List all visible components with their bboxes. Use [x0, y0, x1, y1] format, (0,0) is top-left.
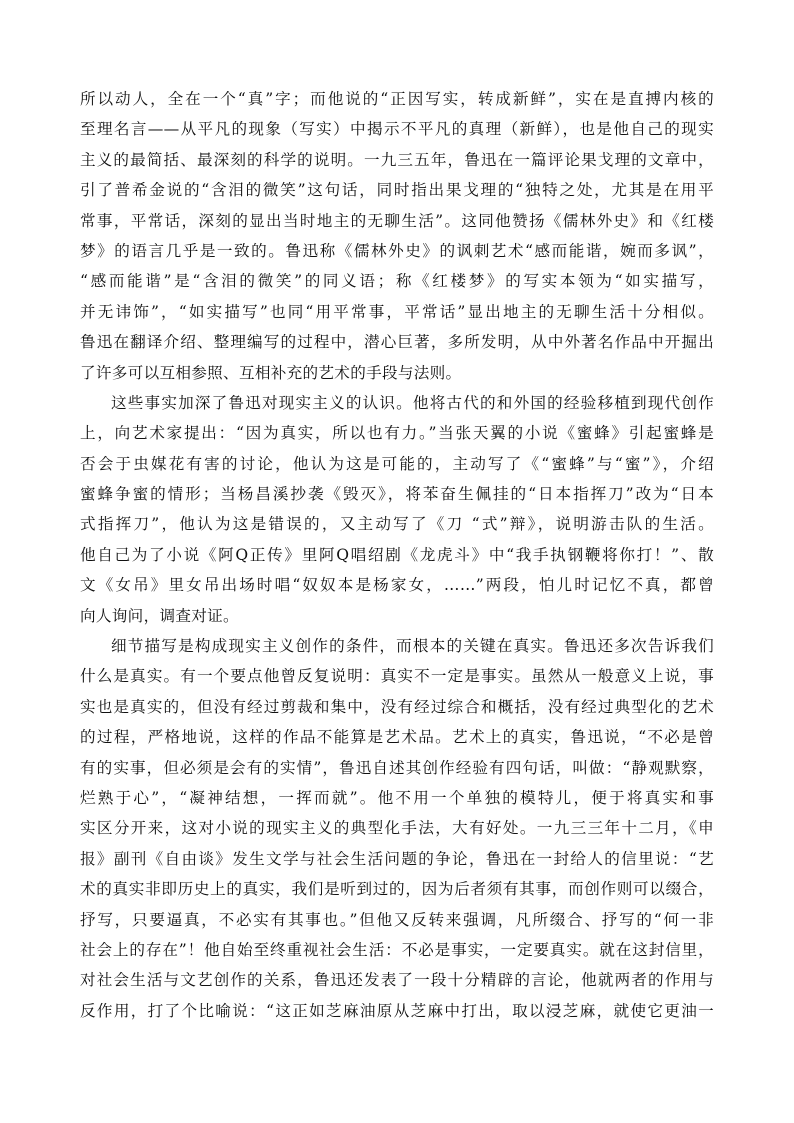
text-line: 报》副刊《自由谈》发生文学与社会生活问题的争论，鲁迅在一封给人的信里说：“艺	[80, 849, 714, 868]
text-line: 主义的最简括、最深刻的科学的说明。一九三五年，鲁迅在一篇评论果戈理的文章中，	[80, 150, 714, 169]
text-line: 烂熟于心”，“凝神结想，一挥而就”。他不用一个单独的模特儿，便于将真实和事	[80, 788, 714, 807]
text-line: 所以动人，全在一个“真”字；而他说的“正因写实，转成新鲜”，实在是直搏内核的	[80, 90, 714, 108]
text-line: 什么是真实。有一个要点他曾反复说明：真实不一定是事实。虽然从一般意义上说，事	[80, 667, 714, 686]
text-line: 术的真实非即历史上的真实，我们是听到过的，因为后者须有其事，而创作则可以缀合，	[80, 880, 714, 899]
text-line: 实也是真实的，但没有经过剪裁和集中，没有经过综合和概括，没有经过典型化的艺术	[80, 697, 714, 716]
text-line: 细节描写是构成现实主义创作的条件，而根本的关键在真实。鲁迅还多次告诉我们	[111, 637, 714, 656]
paragraph-1	[80, 84, 714, 388]
text-line: 有的实事，但必须是会有的实情”，鲁迅自述其创作经验有四句话，叫做：“静观默察，	[80, 758, 714, 777]
paragraph-2	[80, 388, 714, 631]
text-line: 这些事实加深了鲁迅对现实主义的认识。他将古代的和外国的经验移植到现代创作	[111, 393, 714, 412]
text-line: 鲁迅在翻译介绍、整理编写的过程中，潜心巨著，多所发明，从中外著名作品中开掘出	[80, 333, 714, 352]
text-line: 式指挥刀”，他认为这是错误的，又主动写了《刀 “式”辩》，说明游击队的生活。	[80, 515, 714, 534]
text-line: 抒写，只要逼真，不必实有其事也。”但他又反转来强调，凡所缀合、抒写的“何一非	[80, 910, 714, 929]
text-line: 社会上的存在”！他自始至终重视社会生活：不必是事实，一定要真实。就在这封信里，	[80, 940, 714, 959]
text-line: 至理名言——从平凡的现象（写实）中揭示不平凡的真理（新鲜），也是他自己的现实	[80, 120, 714, 139]
text-line: 向人询问，调查对证。	[80, 606, 239, 625]
text-line: 反作用，打了个比喻说：“这正如芝麻油原从芝麻中打出，取以浸芝麻，就使它更油一	[80, 1001, 714, 1020]
text-line: 对社会生活与文艺创作的关系，鲁迅还发表了一段十分精辟的言论，他就两者的作用与	[80, 971, 714, 990]
text-line: 的过程，严格地说，这样的作品不能算是艺术品。艺术上的真实，鲁迅说，“不必是曾	[80, 728, 714, 747]
text-line: 蜜蜂争蜜的情形；当杨昌溪抄袭《毁灭》，将苯奋生佩挂的“日本指挥刀”改为“日本	[80, 485, 714, 504]
text-line: 引了普希金说的“含泪的微笑”这句话，同时指出果戈理的“独特之处，尤其是在用平	[80, 181, 714, 200]
text-line: 梦》的语言几乎是一致的。鲁迅称《儒林外史》的讽刺艺术“感而能谐，婉而多讽”，	[80, 241, 714, 260]
text-line: 文《女吊》里女吊出场时唱“奴奴本是杨家女，……”两段，怕儿时记忆不真，都曾	[80, 576, 714, 595]
text-line: 常事，平常话，深刻的显出当时地主的无聊生活”。这同他赞扬《儒林外史》和《红楼	[80, 211, 714, 230]
document-page	[80, 84, 714, 1026]
text-line: 实区分开来，这对小说的现实主义的典型化手法，大有好处。一九三三年十二月，《申	[80, 819, 714, 838]
text-line: 他自己为了小说《阿Q正传》里阿Q唱绍剧《龙虎斗》中“我手执钢鞭将你打！”、散	[80, 545, 714, 564]
text-line: 了许多可以互相参照、互相补充的艺术的手段与法则。	[80, 363, 462, 382]
text-line: “感而能谐”是“含泪的微笑”的同义语；称《红楼梦》的写实本领为“如实描写，	[80, 272, 714, 291]
text-line: 否会于虫媒花有害的讨论，他认为这是可能的，主动写了《“蜜蜂”与“蜜”》，介绍	[80, 454, 714, 473]
text-line: 并无讳饰”，“如实描写”也同“用平常事，平常话”显出地主的无聊生活十分相似。	[80, 302, 714, 321]
text-line: 上，向艺术家提出：“因为真实，所以也有力。”当张天翼的小说《蜜蜂》引起蜜蜂是	[80, 424, 714, 443]
paragraph-3	[80, 631, 714, 1026]
